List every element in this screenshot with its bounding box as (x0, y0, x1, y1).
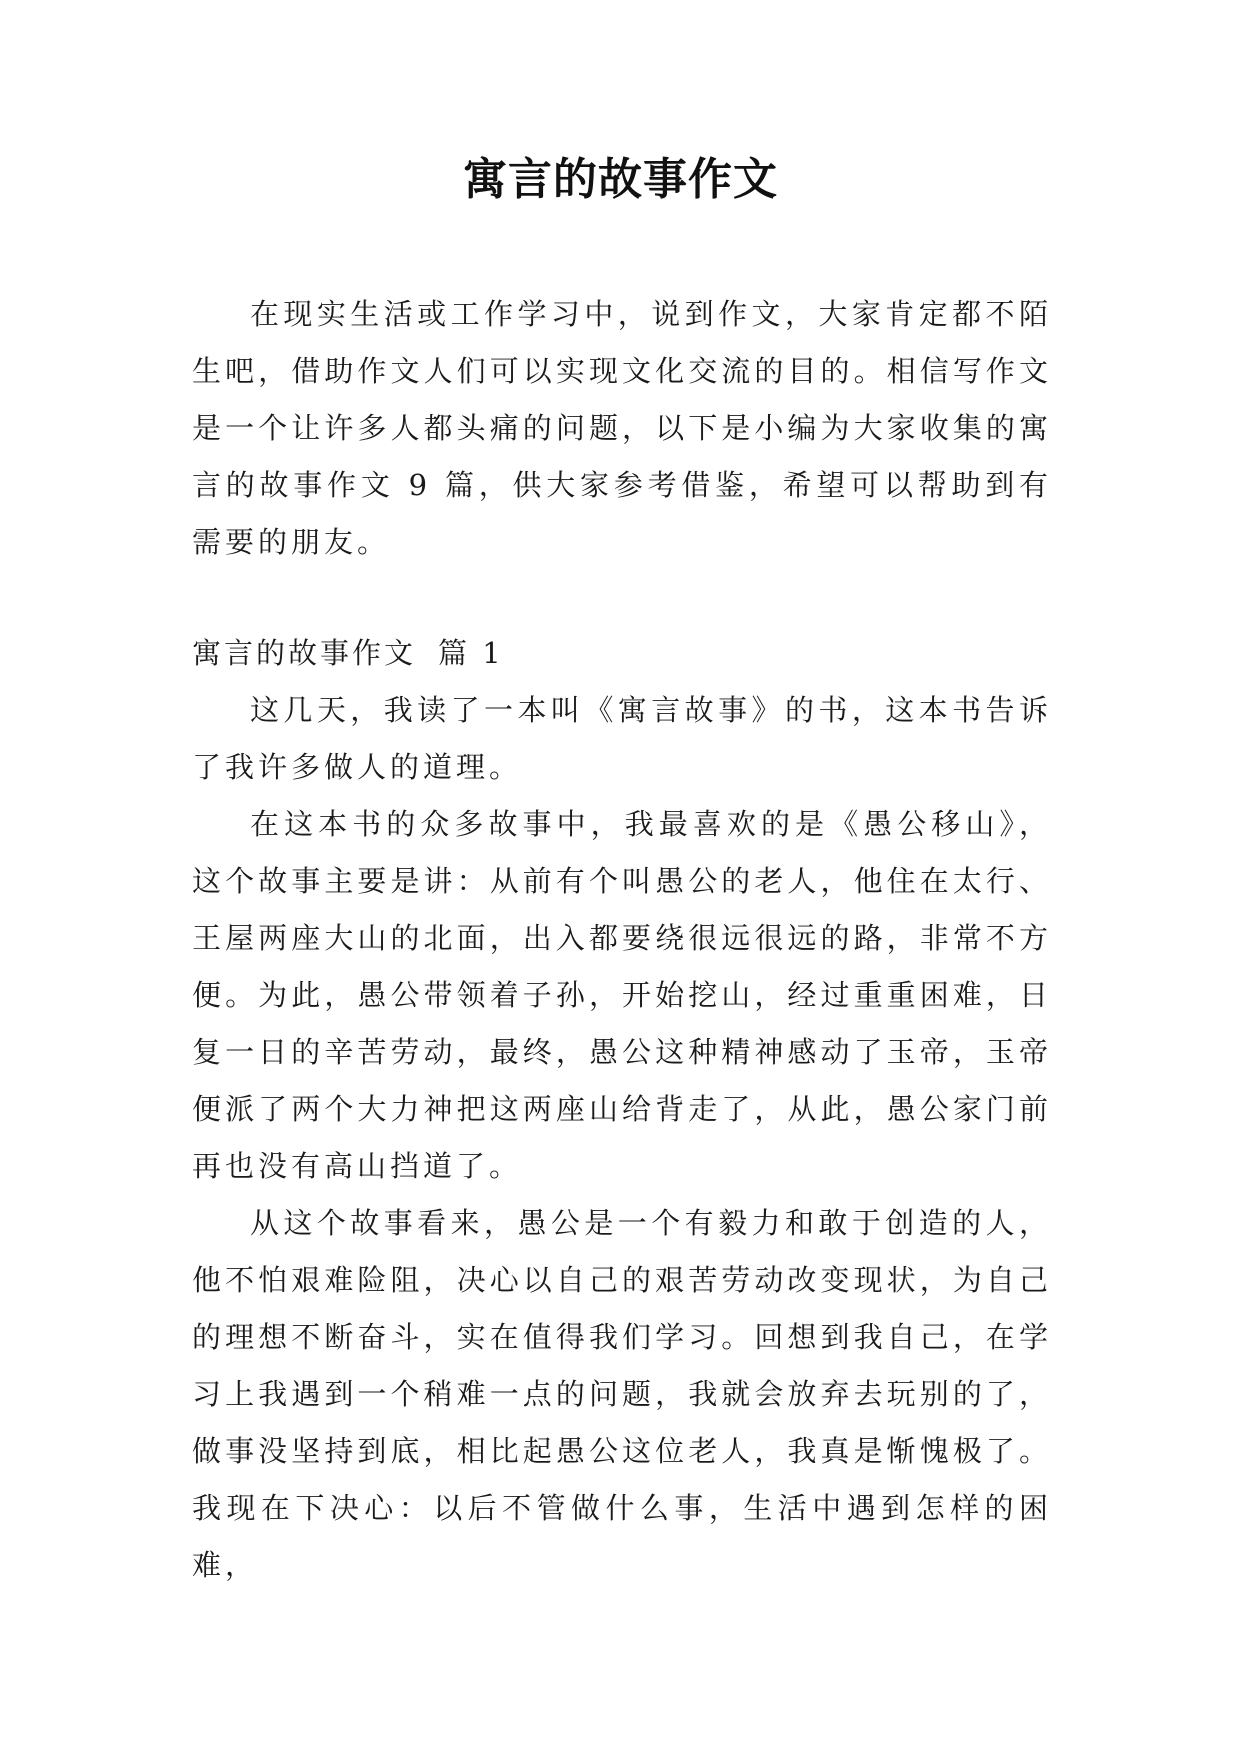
document-title: 寓言的故事作文 (463, 154, 778, 205)
body-paragraph: 从这个故事看来，愚公是一个有毅力和敢于创造的人，他不怕艰难险阻，决心以自己的艰苦劳动改变现状，为自己的理想不断奋斗，实在值得我们学习。回想到我自己，在学习上我遇到一个稍难一点的问题，我就会放弃去玩别的了，做事没坚持到底，相比起愚公这位老人，我真是惭愧极了。我现在下决心：以后不管做什么事，生活中遇到怎样的困难， (192, 1206, 1052, 1582)
body-paragraph: 在这本书的众多故事中，我最喜欢的是《愚公移山》，这个故事主要是讲：从前有个叫愚公的老人，他住在太行、王屋两座大山的北面，出入都要绕很远很远的路，非常不方便。为此，愚公带领着子孙，开始挖山，经过重重困难，日复一日的辛苦劳动，最终，愚公这种精神感动了玉帝，玉帝便派了两个大力神把这两座山给背走了，从此，愚公家门前再也没有高山挡道了。 (192, 807, 1052, 1183)
section-heading (192, 625, 1052, 682)
document-body (192, 286, 1052, 1594)
spacer (192, 571, 1052, 625)
intro-paragraph: 在现实生活或工作学习中，说到作文，大家肯定都不陌生吧，借助作文人们可以实现文化交流的目的。相信写作文是一个让许多人都头痛的问题，以下是小编为大家收集的寓言的故事作文 9 篇，供大家参考借鉴，希望可以帮助到有需要的朋友。 (192, 297, 1052, 559)
section-heading-title: 寓言的故事作文 (192, 636, 417, 670)
section-heading-number: 篇 1 (438, 636, 504, 670)
body-paragraph: 这几天，我读了一本叫《寓言故事》的书，这本书告诉了我许多做人的道理。 (192, 693, 1052, 784)
